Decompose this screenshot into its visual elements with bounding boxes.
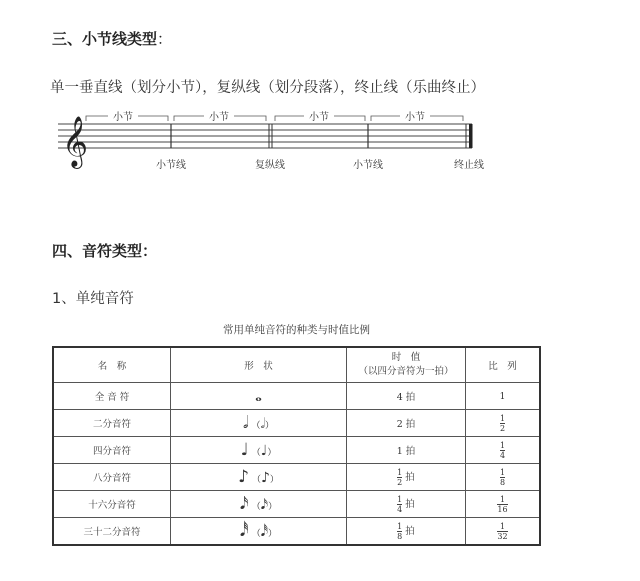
- cell-name: 四分音符: [53, 437, 171, 464]
- table-row: [53, 383, 540, 410]
- ratio-fraction-num: 1: [499, 521, 506, 531]
- beat-fraction: [397, 522, 402, 541]
- cell-shape: ♩ （♩）: [171, 437, 347, 464]
- beat-fraction: [397, 495, 402, 514]
- ratio-fraction-den: 4: [499, 450, 506, 460]
- section3-description: 单一垂直线（划分小节），复纵线（划分段落），终止线（乐曲终止）: [50, 80, 485, 96]
- header-name: 名 称: [53, 347, 171, 383]
- barline-staff-diagram: [58, 108, 498, 180]
- cell-shape: ♪ （♪）: [171, 464, 347, 491]
- cell-name: 三十二分音符: [53, 518, 171, 546]
- note-alt-symbol-icon: ♪: [260, 470, 270, 486]
- barline-label-2: 复纵线: [255, 160, 285, 171]
- cell-beat: [347, 491, 466, 518]
- final-barline-thick: [469, 124, 473, 148]
- ratio-value: 1: [499, 391, 506, 402]
- beat-fraction-den: 8: [397, 531, 403, 541]
- ratio-fraction: [497, 495, 507, 514]
- header-ratio: 比 列: [466, 347, 541, 383]
- measure-label-2: 小节: [209, 112, 229, 123]
- beat-unit: 拍: [405, 498, 415, 510]
- cell-beat: [347, 437, 466, 464]
- table-row: [53, 491, 540, 518]
- beat-fraction-num: 1: [397, 494, 403, 504]
- beat-fraction-num: 1: [397, 467, 403, 477]
- cell-ratio: [466, 410, 541, 437]
- table-row: [53, 410, 540, 437]
- ratio-fraction: [500, 468, 505, 487]
- treble-clef-icon: 𝄞: [62, 116, 89, 167]
- ratio-fraction: [497, 522, 507, 541]
- beat-unit: 拍: [405, 525, 415, 537]
- beat-fraction-num: 1: [397, 521, 403, 531]
- ratio-fraction: [500, 414, 505, 433]
- note-symbol-icon: 𝅘𝅥𝅯: [239, 494, 249, 514]
- section4-heading: 四、音符类型：: [52, 242, 158, 260]
- cell-name: 全 音 符: [53, 383, 171, 410]
- note-symbol-icon: ♩: [240, 440, 249, 460]
- cell-shape: [171, 383, 347, 410]
- cell-ratio: [466, 491, 541, 518]
- cell-beat: [347, 410, 466, 437]
- beat-fraction: [397, 468, 402, 487]
- cell-name: 十六分音符: [53, 491, 171, 518]
- measure-label-3: 小节: [309, 112, 329, 123]
- header-duration: [347, 347, 466, 383]
- beat-value: 1 拍: [396, 446, 416, 457]
- cell-beat: [347, 383, 466, 410]
- ratio-fraction-num: 1: [499, 413, 506, 423]
- barline-label-4: 终止线: [454, 160, 484, 171]
- beat-value: 2 拍: [396, 419, 416, 430]
- cell-ratio: [466, 383, 541, 410]
- section3-heading-text: 三、小节线类型: [52, 30, 158, 48]
- cell-ratio: [466, 464, 541, 491]
- beat-fraction-den: 2: [397, 477, 403, 487]
- note-alt-symbol-icon: 𝅘𝅥𝅯: [260, 497, 269, 513]
- beat-fraction-den: 4: [397, 504, 403, 514]
- ratio-fraction-den: 2: [499, 423, 506, 433]
- section3-heading: [52, 28, 172, 49]
- header-duration-line2: （以四分音符为一拍）: [358, 366, 454, 377]
- barline-label-1: 小节线: [156, 160, 186, 171]
- beat-unit: 拍: [405, 471, 415, 483]
- header-duration-line1: 时 值: [391, 352, 421, 363]
- note-alt-symbol-icon: 𝅗𝅥: [260, 416, 265, 432]
- ratio-fraction-den: 16: [497, 504, 508, 514]
- cell-ratio: [466, 518, 541, 546]
- table-row: [53, 464, 540, 491]
- table-caption: 常用单纯音符的种类与时值比例: [223, 324, 370, 336]
- cell-ratio: [466, 437, 541, 464]
- note-alt-symbol-icon: 𝅘𝅥𝅰: [260, 524, 269, 540]
- table-header-row: [53, 347, 540, 383]
- note-symbol-icon: 𝅗𝅥: [243, 413, 249, 433]
- table-row: [53, 518, 540, 546]
- cell-shape: 𝅗𝅥 （𝅗𝅥）: [171, 410, 347, 437]
- ratio-fraction-num: 1: [499, 467, 506, 477]
- cell-shape: 𝅘𝅥𝅯 （𝅘𝅥𝅯）: [171, 491, 347, 518]
- note-types-table: [52, 346, 541, 546]
- table-body: [53, 383, 540, 546]
- cell-name: 二分音符: [53, 410, 171, 437]
- note-symbol-icon: ♪: [238, 467, 249, 487]
- note-alt-symbol-icon: ♩: [260, 443, 268, 459]
- ratio-fraction-den: 8: [499, 477, 506, 487]
- header-shape: 形 状: [171, 347, 347, 383]
- table-row: [53, 437, 540, 464]
- section3-heading-colon: ：: [157, 30, 173, 48]
- barline-label-3: 小节线: [353, 160, 383, 171]
- cell-beat: [347, 518, 466, 546]
- cell-shape: 𝅘𝅥𝅰 （𝅘𝅥𝅰）: [171, 518, 347, 546]
- note-symbol-icon: 𝅝: [255, 386, 262, 406]
- section4-subheading: 1、单纯音符: [52, 291, 134, 307]
- measure-label-4: 小节: [405, 112, 425, 123]
- note-symbol-icon: 𝅘𝅥𝅰: [239, 521, 249, 541]
- ratio-fraction: [500, 441, 505, 460]
- ratio-fraction-den: 32: [497, 531, 508, 541]
- ratio-fraction-num: 1: [499, 440, 506, 450]
- measure-label-1: 小节: [113, 112, 133, 123]
- ratio-fraction-num: 1: [499, 494, 506, 504]
- cell-beat: [347, 464, 466, 491]
- beat-value: 4 拍: [396, 392, 416, 403]
- cell-name: 八分音符: [53, 464, 171, 491]
